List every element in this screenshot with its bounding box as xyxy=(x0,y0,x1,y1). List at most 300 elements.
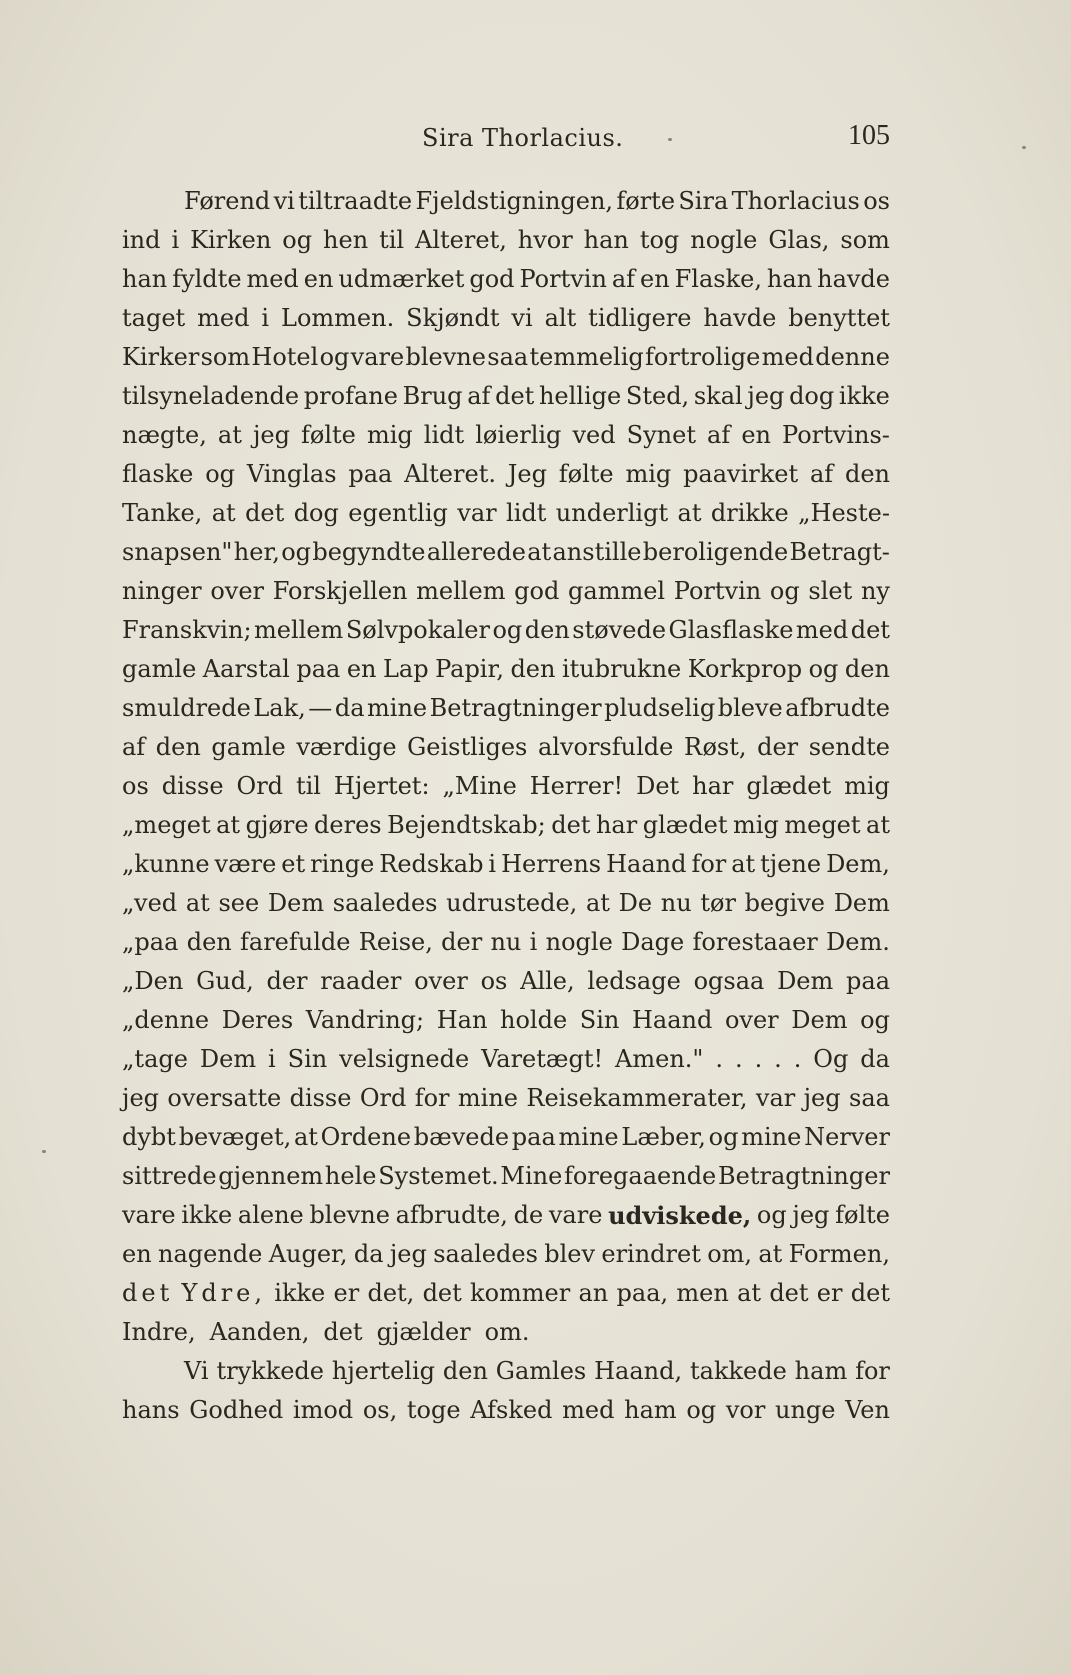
word: Systemet. xyxy=(378,1162,499,1190)
word: af xyxy=(122,733,146,761)
word: Thorlacius xyxy=(731,187,860,215)
word: Fjeldstigningen, xyxy=(415,187,614,215)
word: beroligende xyxy=(642,538,789,566)
word: gjennem xyxy=(218,1162,324,1190)
word: Dem xyxy=(199,1045,257,1073)
word: og xyxy=(319,343,350,371)
word: udmærket xyxy=(338,265,465,293)
word: vare xyxy=(350,343,405,371)
word: mellem xyxy=(254,616,344,644)
word: og xyxy=(860,1006,890,1034)
word: benyttet xyxy=(788,304,890,332)
word: forestaaer xyxy=(692,928,818,956)
word: afbrudte, xyxy=(395,1201,508,1229)
word: og xyxy=(756,1201,787,1229)
word: vare xyxy=(122,1201,176,1229)
word: til xyxy=(295,772,321,800)
word: mig xyxy=(733,811,779,839)
word: nu xyxy=(490,928,522,956)
word: følte xyxy=(301,421,356,449)
word: „denne xyxy=(122,1006,210,1034)
word: . xyxy=(754,1045,763,1073)
word: — xyxy=(308,694,333,722)
word: skal xyxy=(693,382,743,410)
word: af xyxy=(467,382,491,410)
word: Vinglas xyxy=(246,460,337,488)
word: i xyxy=(268,1045,276,1073)
text-line xyxy=(122,494,890,533)
word: lidt xyxy=(506,499,547,527)
word: blevne xyxy=(405,343,486,371)
word: Gamles xyxy=(495,1357,587,1385)
word: smuldrede xyxy=(122,694,251,722)
word: . xyxy=(734,1045,743,1073)
word: „tage xyxy=(122,1045,188,1073)
word: da xyxy=(353,1240,384,1268)
word: Alteret. xyxy=(404,460,496,488)
word: som xyxy=(200,343,251,371)
word: den xyxy=(844,655,890,683)
word: er xyxy=(816,1279,843,1307)
word: Førend xyxy=(184,187,271,215)
word: nogle xyxy=(690,226,758,254)
text-line xyxy=(122,1196,890,1235)
word: disse xyxy=(161,772,224,800)
paper-speck xyxy=(668,138,672,141)
word: alt xyxy=(544,304,577,332)
word: god xyxy=(469,265,515,293)
word: Røst, xyxy=(683,733,747,761)
word: paa xyxy=(296,655,341,683)
word: deres xyxy=(314,811,382,839)
word: Lak, xyxy=(253,694,306,722)
word: over xyxy=(724,1006,779,1034)
word: Dem xyxy=(833,889,890,917)
text-line xyxy=(122,767,890,806)
word: en xyxy=(741,421,771,449)
word: ved xyxy=(572,421,616,449)
word: mine xyxy=(457,1084,518,1112)
word: det xyxy=(495,382,535,410)
word: bleve xyxy=(717,694,783,722)
word: af xyxy=(611,265,636,293)
word: unge xyxy=(774,1396,836,1424)
word: det xyxy=(245,499,285,527)
word: Varetægt! xyxy=(481,1045,604,1073)
word: os, xyxy=(362,1396,398,1424)
word: han xyxy=(766,265,813,293)
text-line xyxy=(122,455,890,494)
word: Haand xyxy=(606,850,687,878)
text-line xyxy=(122,182,890,221)
word: mig xyxy=(366,421,413,449)
word: Hotel xyxy=(251,343,319,371)
word: slet xyxy=(808,577,853,605)
word: at xyxy=(211,499,236,527)
word: over xyxy=(414,967,468,995)
word: for xyxy=(691,850,727,878)
word: med xyxy=(197,304,250,332)
word: her, xyxy=(233,538,280,566)
word: ledsage xyxy=(587,967,681,995)
word: „ved xyxy=(122,889,178,917)
word: flaske xyxy=(122,460,194,488)
word: Lap xyxy=(382,655,429,683)
word: Portvin xyxy=(519,265,607,293)
word: da xyxy=(334,694,365,722)
text-line xyxy=(122,572,890,611)
word: en xyxy=(346,655,377,683)
word: Redskab xyxy=(379,850,484,878)
word: . xyxy=(793,1045,802,1073)
word: da xyxy=(860,1045,890,1073)
word: jeg xyxy=(122,1084,160,1112)
word: og xyxy=(769,577,800,605)
word: Dem xyxy=(791,1006,848,1034)
word: som xyxy=(840,226,890,254)
word: an xyxy=(578,1279,609,1307)
word: jeg xyxy=(389,1240,427,1268)
word: nagende xyxy=(158,1240,263,1268)
word: i xyxy=(261,304,270,332)
word: „Mine xyxy=(442,772,517,800)
word: dog xyxy=(789,382,835,410)
word: denne xyxy=(815,343,890,371)
word: med xyxy=(795,616,849,644)
word: paa xyxy=(846,967,890,995)
word: alvorsfulde xyxy=(537,733,674,761)
word: hen xyxy=(323,226,369,254)
word: at xyxy=(731,850,756,878)
word: at xyxy=(866,811,890,839)
word: at xyxy=(216,811,241,839)
word: fortrolige xyxy=(645,343,761,371)
word: var xyxy=(755,1084,796,1112)
word: Betragt- xyxy=(789,538,890,566)
word: Korkprop xyxy=(687,655,803,683)
word: værdige xyxy=(296,733,397,761)
word: det xyxy=(850,1279,890,1307)
word: støvede xyxy=(572,616,667,644)
word: Ven xyxy=(845,1396,890,1424)
text-line xyxy=(122,1313,890,1352)
word: takkede xyxy=(689,1357,787,1385)
word: Alle, xyxy=(520,967,575,995)
word: Mine xyxy=(500,1162,563,1190)
word: lidt xyxy=(423,421,465,449)
word: . xyxy=(774,1045,782,1073)
word: gamle xyxy=(211,733,286,761)
word: og xyxy=(492,616,523,644)
word: Dem, xyxy=(826,850,890,878)
word: gjøre xyxy=(245,811,309,839)
word: der xyxy=(266,967,308,995)
text-line xyxy=(122,338,890,377)
word: ikke xyxy=(838,382,890,410)
word: farefulde xyxy=(240,928,351,956)
word: med xyxy=(246,265,299,293)
text-line xyxy=(122,1352,890,1391)
word: havde xyxy=(817,265,890,293)
text-line xyxy=(122,689,890,728)
word: saa xyxy=(487,343,529,371)
text-line xyxy=(122,1391,890,1430)
word: Ord xyxy=(359,1084,407,1112)
word: Synet xyxy=(626,421,696,449)
word: Herrer! xyxy=(529,772,624,800)
word: ham xyxy=(794,1357,848,1385)
word: allerede xyxy=(426,538,526,566)
word: sittrede xyxy=(122,1162,217,1190)
word: tjene xyxy=(760,850,822,878)
word: alene xyxy=(237,1201,304,1229)
word: „meget xyxy=(122,811,211,839)
word: Dage xyxy=(621,928,685,956)
word: Det xyxy=(636,772,680,800)
word: fyldte xyxy=(172,265,242,293)
word: hvor xyxy=(517,226,573,254)
word: jeg xyxy=(252,421,290,449)
paper-speck xyxy=(1022,146,1026,149)
word: raader xyxy=(320,967,402,995)
word: Vandring; xyxy=(305,1006,425,1034)
word: for xyxy=(414,1084,450,1112)
word: en xyxy=(303,265,334,293)
word: tidligere xyxy=(588,304,692,332)
word: vare xyxy=(548,1201,603,1229)
text-line xyxy=(122,260,890,299)
word: imod xyxy=(292,1396,354,1424)
word: mine xyxy=(367,694,428,722)
word: meget xyxy=(784,811,861,839)
word: Sin xyxy=(287,1045,328,1073)
text-line xyxy=(122,1040,890,1079)
word: paavirket xyxy=(683,460,799,488)
word: Forskjellen xyxy=(272,577,408,605)
word: erindret xyxy=(601,1240,701,1268)
word: Deres xyxy=(221,1006,294,1034)
word: ind xyxy=(122,226,161,254)
word: følte xyxy=(558,460,614,488)
word: og xyxy=(282,226,313,254)
word: Skjøndt xyxy=(406,304,500,332)
word: der xyxy=(441,928,483,956)
word: Lommen. xyxy=(281,304,395,332)
word: den xyxy=(844,460,890,488)
text-line xyxy=(122,1157,890,1196)
word: begive xyxy=(744,889,825,917)
word: Portvins- xyxy=(782,421,890,449)
text-line xyxy=(122,845,890,884)
word: at xyxy=(758,1240,783,1268)
word: nogle xyxy=(545,928,613,956)
word: i xyxy=(529,928,538,956)
word: et xyxy=(281,850,306,878)
word: god xyxy=(514,577,560,605)
word: glædet xyxy=(642,811,728,839)
word: Kirker xyxy=(122,343,200,371)
word: Han xyxy=(436,1006,488,1034)
word: førte xyxy=(616,187,676,215)
word: toge xyxy=(406,1396,461,1424)
word: foregaaende xyxy=(564,1162,717,1190)
word: paa xyxy=(511,1123,556,1151)
text-line xyxy=(122,221,890,260)
word: os xyxy=(863,187,890,215)
word: ny xyxy=(860,577,890,605)
word: Ord xyxy=(236,772,284,800)
word: for xyxy=(855,1357,890,1385)
word: jeg xyxy=(792,1201,830,1229)
word: var xyxy=(457,499,497,527)
word: sendte xyxy=(808,733,890,761)
word: Jeg xyxy=(507,460,547,488)
word: med xyxy=(562,1396,615,1424)
word: os xyxy=(122,772,149,800)
word: Haand, xyxy=(594,1357,683,1385)
word: trykkede xyxy=(216,1357,324,1385)
word: Kirken xyxy=(190,226,272,254)
word: Reisekammerater, xyxy=(526,1084,748,1112)
word: den xyxy=(524,616,570,644)
word: saa xyxy=(849,1084,890,1112)
page-number: 105 xyxy=(848,120,890,151)
word: det xyxy=(422,1279,462,1307)
word: Aarstal xyxy=(202,655,290,683)
word: løierlig xyxy=(475,421,562,449)
word: mine xyxy=(558,1123,619,1151)
word: bævede xyxy=(413,1123,510,1151)
word: Glasflaske xyxy=(668,616,794,644)
word: at xyxy=(293,1123,318,1151)
word: at xyxy=(677,499,702,527)
word: jeg xyxy=(747,382,785,410)
word: begyndte xyxy=(312,538,426,566)
page-header xyxy=(122,120,890,160)
word: Hjertet: xyxy=(333,772,430,800)
word: tilsyneladende xyxy=(122,382,300,410)
word: Sølvpokaler xyxy=(345,616,490,644)
text-line xyxy=(122,1079,890,1118)
word: Dem. xyxy=(826,928,890,956)
word: paa, xyxy=(616,1279,669,1307)
word: mellem xyxy=(416,577,506,605)
word: Tanke, xyxy=(122,499,203,527)
word: det xyxy=(323,1318,363,1346)
word: ham xyxy=(624,1396,677,1424)
word: De xyxy=(618,889,653,917)
word: glædet xyxy=(746,772,832,800)
word: drikke xyxy=(710,499,789,527)
word: „Heste- xyxy=(798,499,890,527)
word: blevne xyxy=(309,1201,390,1229)
word: Ydre, xyxy=(181,1279,266,1307)
word: pludselig xyxy=(604,694,716,722)
word: Betragtninger xyxy=(429,694,602,722)
word: Franskvin; xyxy=(122,616,252,644)
word: disse xyxy=(289,1084,352,1112)
word: „kunne xyxy=(122,850,210,878)
word: Ordene xyxy=(320,1123,412,1151)
word: Amen." xyxy=(615,1045,704,1073)
word: en xyxy=(640,265,670,293)
word: jeg xyxy=(803,1084,841,1112)
word: temmelig xyxy=(529,343,644,371)
word: itubrukne xyxy=(561,655,682,683)
text-line xyxy=(122,299,890,338)
word: følte xyxy=(835,1201,890,1229)
running-head: Sira Thorlacius. xyxy=(422,124,624,152)
word: see xyxy=(218,889,260,917)
word: underligt xyxy=(555,499,669,527)
word: der xyxy=(757,733,799,761)
text-line xyxy=(122,1274,890,1313)
word: gamle xyxy=(122,655,197,683)
word: og xyxy=(686,1396,717,1424)
word: i xyxy=(488,850,497,878)
word: Godhed xyxy=(189,1396,284,1424)
word: Læber, xyxy=(621,1123,706,1151)
word: Vi xyxy=(184,1357,209,1385)
word: det xyxy=(769,1279,809,1307)
word: Glas, xyxy=(768,226,830,254)
word: Sin xyxy=(579,1006,620,1034)
word: og xyxy=(205,460,236,488)
word: nu xyxy=(660,889,692,917)
word: Formen, xyxy=(788,1240,890,1268)
word: Dem xyxy=(267,889,325,917)
word: Papir, xyxy=(435,655,504,683)
word: snapsen" xyxy=(122,538,233,566)
text-line xyxy=(122,416,890,455)
word: saaledes xyxy=(433,1240,538,1268)
paragraph-2 xyxy=(122,1352,890,1430)
word: mig xyxy=(625,460,672,488)
word: udrustede, xyxy=(446,889,578,917)
word: afbrudte xyxy=(785,694,890,722)
word: tør xyxy=(700,889,736,917)
word: tog xyxy=(639,226,680,254)
word: Flaske, xyxy=(674,265,762,293)
word: egentlig xyxy=(348,499,448,527)
text-line xyxy=(122,1235,890,1274)
word: nægte, xyxy=(122,421,207,449)
word: mig xyxy=(844,772,890,800)
word: og xyxy=(808,655,839,683)
word: at xyxy=(217,421,242,449)
word: at xyxy=(185,889,210,917)
word: Alteret, xyxy=(415,226,507,254)
word: det xyxy=(551,811,591,839)
word: taget xyxy=(122,304,186,332)
word: være xyxy=(214,850,277,878)
text-line xyxy=(122,728,890,767)
paragraph-1 xyxy=(122,182,890,1352)
text-line xyxy=(122,377,890,416)
text-line xyxy=(122,923,890,962)
word: Bejendtskab; xyxy=(387,811,546,839)
text-line xyxy=(122,962,890,1001)
word: Betragtninger xyxy=(718,1162,890,1190)
word: kommer xyxy=(470,1279,571,1307)
word: blev xyxy=(544,1240,596,1268)
word: gjælder xyxy=(376,1318,471,1346)
word: Brug xyxy=(402,382,463,410)
word: havde xyxy=(703,304,777,332)
word: Herrens xyxy=(501,850,602,878)
word: Sted, xyxy=(625,382,690,410)
word: Reise, xyxy=(358,928,433,956)
